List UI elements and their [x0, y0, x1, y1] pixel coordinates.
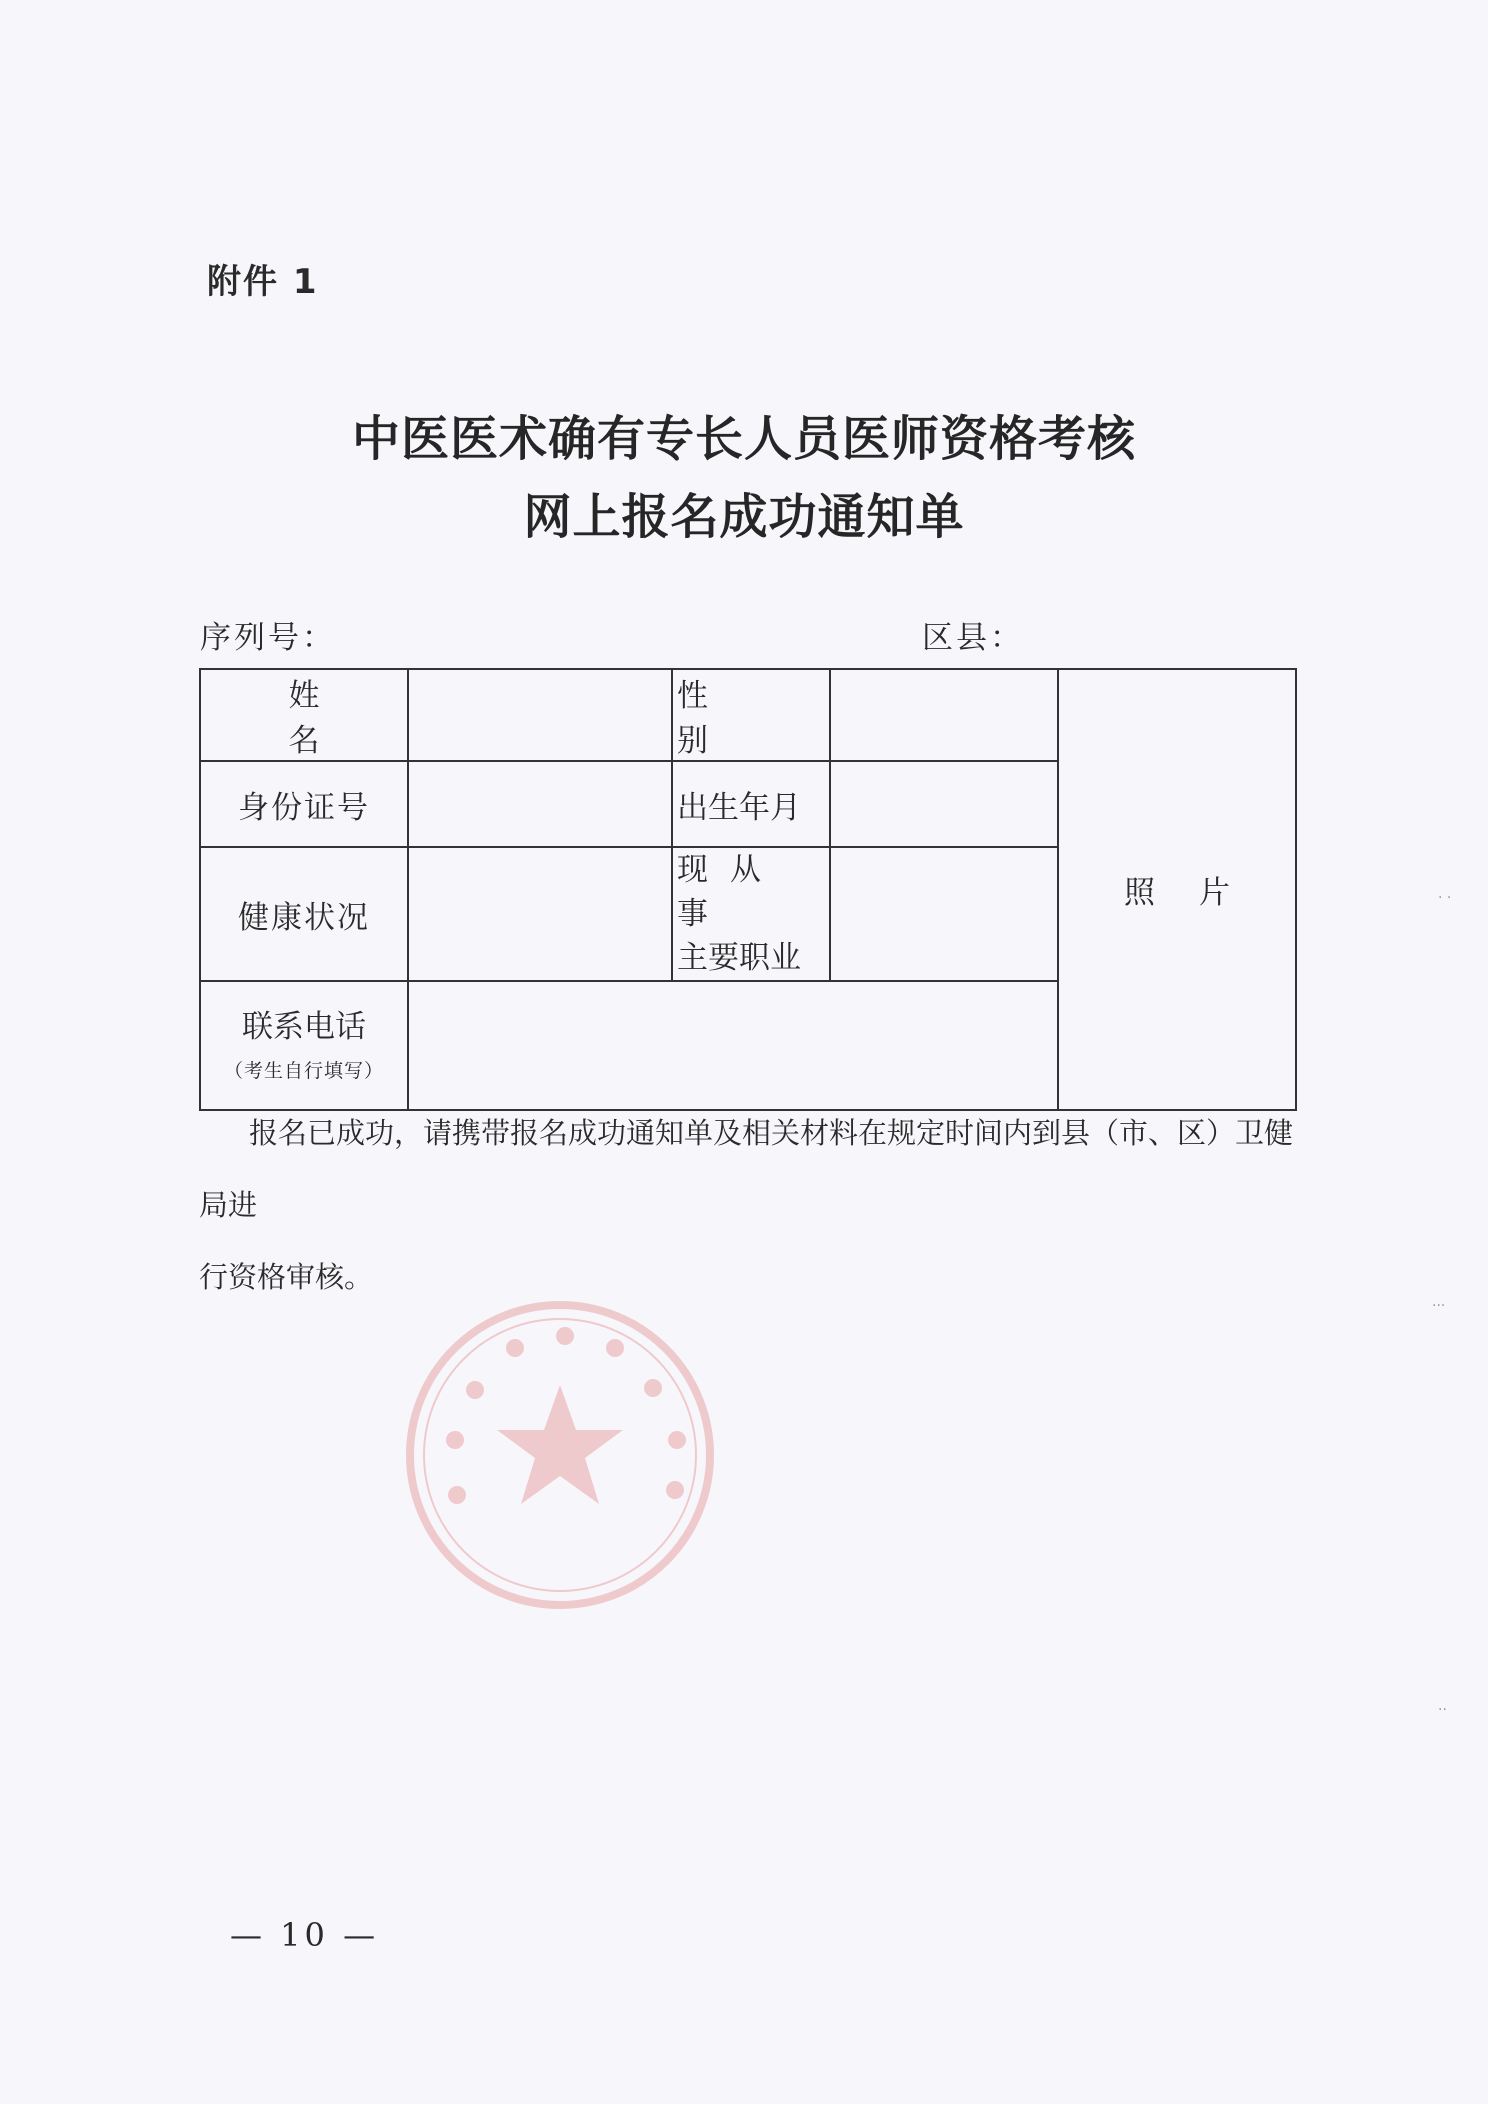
serial-number-label: 序列号： — [200, 620, 336, 656]
registration-form-table — [199, 668, 1297, 1111]
instruction-paragraph — [199, 1097, 1299, 1313]
health-status-label: 健康状况 — [200, 847, 408, 981]
page-number: — 10 — — [230, 1916, 380, 1954]
official-seal-stamp — [395, 1290, 725, 1620]
name-label: 姓名 — [200, 669, 408, 761]
table-row — [200, 669, 1296, 761]
photo-box — [1058, 669, 1296, 1110]
birth-date-label: 出生年月 — [672, 761, 830, 847]
scan-speck: · · — [1438, 890, 1452, 906]
phone-value[interactable] — [408, 981, 1058, 1110]
birth-date-value[interactable] — [830, 761, 1058, 847]
instruction-line1: 报名已成功，请携带报名成功通知单及相关材料在规定时间内到县（市、区）卫健局进 — [199, 1116, 1294, 1222]
photo-label: 照片 — [1124, 875, 1274, 911]
id-number-value[interactable] — [408, 761, 672, 847]
star-icon — [497, 1385, 623, 1504]
current-job-label-line1: 现从事 — [677, 852, 783, 932]
document-title-line1: 中医医术确有专长人员医师资格考核 — [351, 411, 1136, 467]
attachment-label: 附件 1 — [207, 262, 319, 302]
district-label: 区县： — [922, 620, 1024, 656]
instruction-line2: 行资格审核。 — [199, 1260, 374, 1294]
scan-speck: ··· — [1432, 1298, 1446, 1314]
current-job-label-line2: 主要职业 — [677, 940, 801, 976]
gender-label-cell — [672, 669, 830, 761]
scan-speck: ·· — [1438, 1702, 1447, 1718]
gender-label: 性别 — [677, 678, 760, 759]
name-value[interactable] — [408, 669, 672, 761]
phone-label: 联系电话 — [242, 1008, 366, 1045]
gender-value[interactable] — [830, 669, 1058, 761]
phone-note: （考生自行填写） — [223, 1059, 384, 1082]
health-status-value[interactable] — [408, 847, 672, 981]
current-job-value[interactable] — [830, 847, 1058, 981]
id-number-label: 身份证号 — [200, 761, 408, 847]
document-title-line2: 网上报名成功通知单 — [523, 489, 965, 545]
current-job-label-cell — [672, 847, 830, 981]
phone-label-cell — [200, 981, 408, 1110]
